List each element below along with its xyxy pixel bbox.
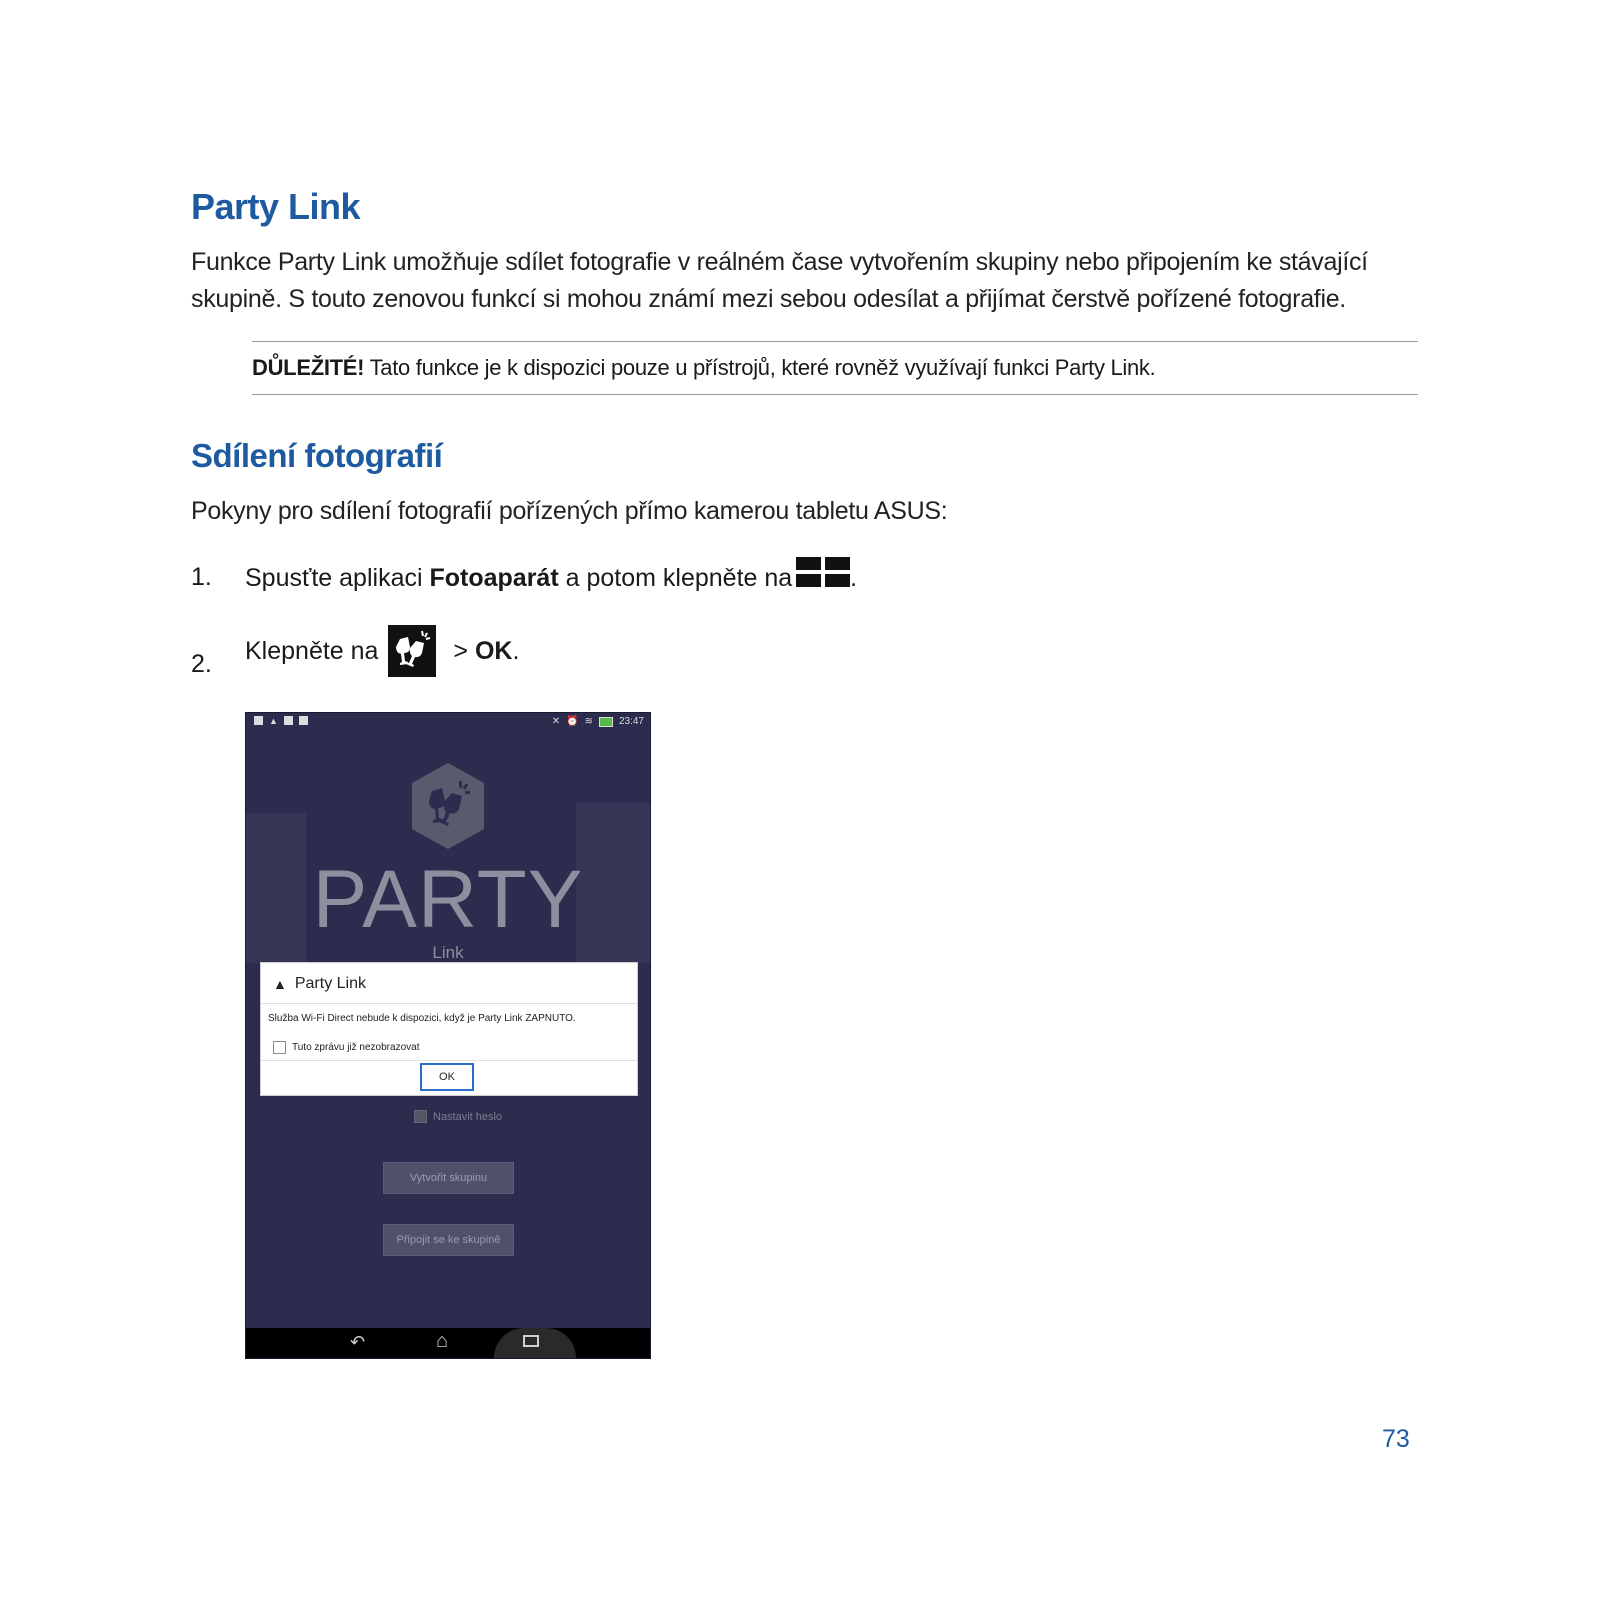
step-1-bold: Fotoaparát [429, 563, 559, 592]
step-2-bold: OK [474, 636, 513, 665]
note-bottom-rule [252, 394, 1418, 395]
create-group-button[interactable]: Vytvořit skupinu [383, 1162, 514, 1194]
note-text: Tato funkce je k dispozici pouze u přístrojů, které rovněž využívají funkci Party Link. [364, 355, 1156, 380]
intro-paragraph-line2: skupině. S touto zenovou funkcí si mohou známí mezi sebou odesílat a přijímat čerstvě pořízené fotografie. [191, 285, 1346, 313]
note-label: DŮLEŽITÉ! [252, 355, 365, 380]
step-2-pre: Klepněte na [245, 636, 379, 665]
section-lead: Pokyny pro sdílení fotografií pořízených přímo kamerou tabletu ASUS: [191, 497, 948, 525]
page-number: 73 [1382, 1425, 1410, 1453]
mute-icon: ✕ [551, 716, 561, 727]
party-wordmark: PARTY [312, 854, 584, 945]
dont-show-again-label: Tuto zprávu již nezobrazovat [292, 1042, 420, 1053]
important-note [252, 355, 1155, 381]
status-bar [246, 713, 650, 731]
step-2-end: . [512, 636, 520, 665]
step-1-pre: Spusťte aplikaci [245, 563, 430, 592]
step-2-number: 2. [191, 650, 212, 678]
battery-icon [599, 717, 613, 727]
step-1-end: . [850, 563, 858, 592]
party-link-dialog [260, 962, 638, 1096]
file-notification-icon [299, 716, 308, 725]
back-icon[interactable]: ↶ [350, 1332, 366, 1352]
set-password-checkbox[interactable] [414, 1110, 427, 1123]
party-link-icon [388, 625, 436, 677]
status-time: 23:47 [618, 716, 644, 727]
join-group-button[interactable]: Připojit se ke skupině [383, 1224, 514, 1256]
intro-paragraph-line1: Funkce Party Link umožňuje sdílet fotografie v reálném čase vytvořením skupiny nebo připojením ke stávající [191, 248, 1368, 276]
dialog-button-divider [261, 1060, 637, 1061]
navigation-bar [246, 1328, 650, 1358]
ok-button[interactable]: OK [420, 1063, 474, 1091]
step-1-number: 1. [191, 563, 212, 591]
recent-apps-icon[interactable] [523, 1335, 539, 1347]
home-icon[interactable]: ⌂ [436, 1330, 449, 1352]
page-title: Party Link [191, 186, 361, 227]
dialog-message: Služba Wi-Fi Direct nebude k dispozici, když je Party Link ZAPNUTO. [268, 1013, 576, 1024]
dialog-title [273, 975, 366, 993]
dont-show-again-option[interactable] [273, 1041, 419, 1054]
tablet-screenshot [245, 712, 651, 1359]
step-1-post: a potom klepněte na [558, 563, 793, 592]
set-password-option[interactable] [414, 1110, 502, 1123]
warning-notification-icon: ▲ [269, 716, 278, 726]
grid-menu-icon [796, 557, 850, 587]
note-top-rule [252, 341, 1418, 342]
party-link-logo-icon [408, 761, 488, 851]
alarm-icon: ⏰ [566, 716, 579, 727]
warning-icon: ▲ [273, 976, 287, 992]
wifi-icon: ≋ [584, 716, 593, 727]
section-title: Sdílení fotografií [191, 437, 443, 474]
dont-show-again-checkbox[interactable] [273, 1041, 286, 1054]
step-2-text [245, 625, 519, 677]
dialog-title-text: Party Link [294, 975, 366, 992]
link-wordmark: Link [432, 943, 464, 962]
step-1-text [245, 563, 857, 593]
gallery-notification-icon [254, 716, 263, 725]
step-2-mid: > [446, 636, 475, 665]
set-password-label: Nastavit heslo [433, 1110, 503, 1123]
dialog-title-divider [261, 1003, 637, 1004]
sd-card-notification-icon [284, 716, 293, 725]
